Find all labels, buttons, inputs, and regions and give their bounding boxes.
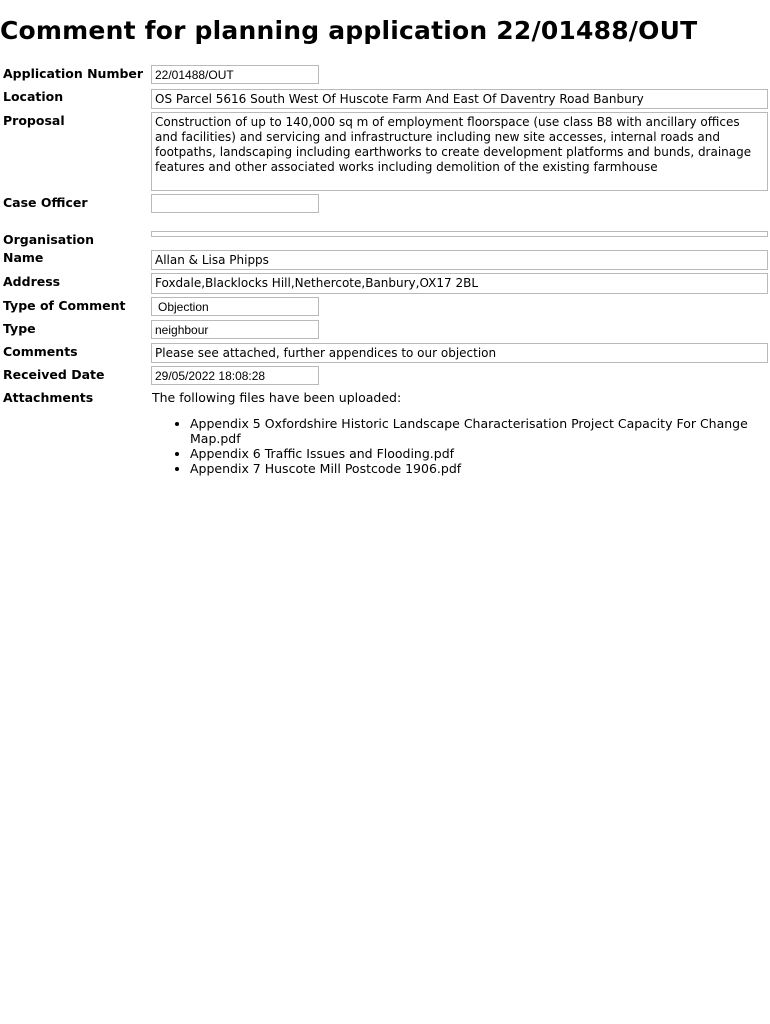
attachment-item[interactable]: • Appendix 7 Huscote Mill Postcode 1906.pdf [190, 461, 770, 476]
application-number-label: Application Number [3, 66, 144, 81]
organisation-label: Organisation [3, 232, 94, 247]
application-number-value: 22/01488/OUT [151, 65, 319, 84]
case-officer-label: Case Officer [3, 195, 88, 210]
type-of-comment-label: Type of Comment [3, 298, 126, 313]
type-of-comment-value: Objection [151, 297, 319, 316]
page-title: Comment for planning application 22/01488/OUT [0, 16, 698, 45]
location-value: OS Parcel 5616 South West Of Huscote Farm And East Of Daventry Road Banbury [151, 89, 768, 109]
comments-value: Please see attached, further appendices to our objection [151, 343, 768, 363]
comments-label: Comments [3, 344, 78, 359]
attachment-item[interactable]: • Appendix 6 Traffic Issues and Flooding.pdf [190, 446, 770, 461]
received-date-value: 29/05/2022 18:08:28 [151, 366, 319, 385]
location-label: Location [3, 89, 64, 104]
name-value: Allan & Lisa Phipps [151, 250, 768, 270]
case-officer-value [151, 194, 319, 213]
address-value: Foxdale,Blacklocks Hill,Nethercote,Banbury,OX17 2BL [151, 273, 768, 294]
type-value: neighbour [151, 320, 319, 339]
address-label: Address [3, 274, 61, 289]
attachment-item[interactable]: • Appendix 5 Oxfordshire Historic Landscape Characterisation Project Capacity For Change Map.pdf [190, 416, 770, 446]
type-label: Type [3, 321, 36, 336]
name-label: Name [3, 250, 44, 265]
organisation-value [151, 231, 768, 237]
attachments-intro: The following files have been uploaded: [152, 390, 402, 405]
attachment-list [152, 416, 770, 476]
proposal-label: Proposal [3, 113, 65, 128]
proposal-value: Construction of up to 140,000 sq m of employment floorspace (use class B8 with ancillary offices and facilities) and servicing and infrastructure including new site accesses, internal roads and footpaths, landscaping including earthworks to create development platforms and bunds, drainage features and other associated works including demolition of the existing farmhouse [151, 112, 768, 191]
received-date-label: Received Date [3, 367, 105, 382]
attachments-label: Attachments [3, 390, 94, 405]
